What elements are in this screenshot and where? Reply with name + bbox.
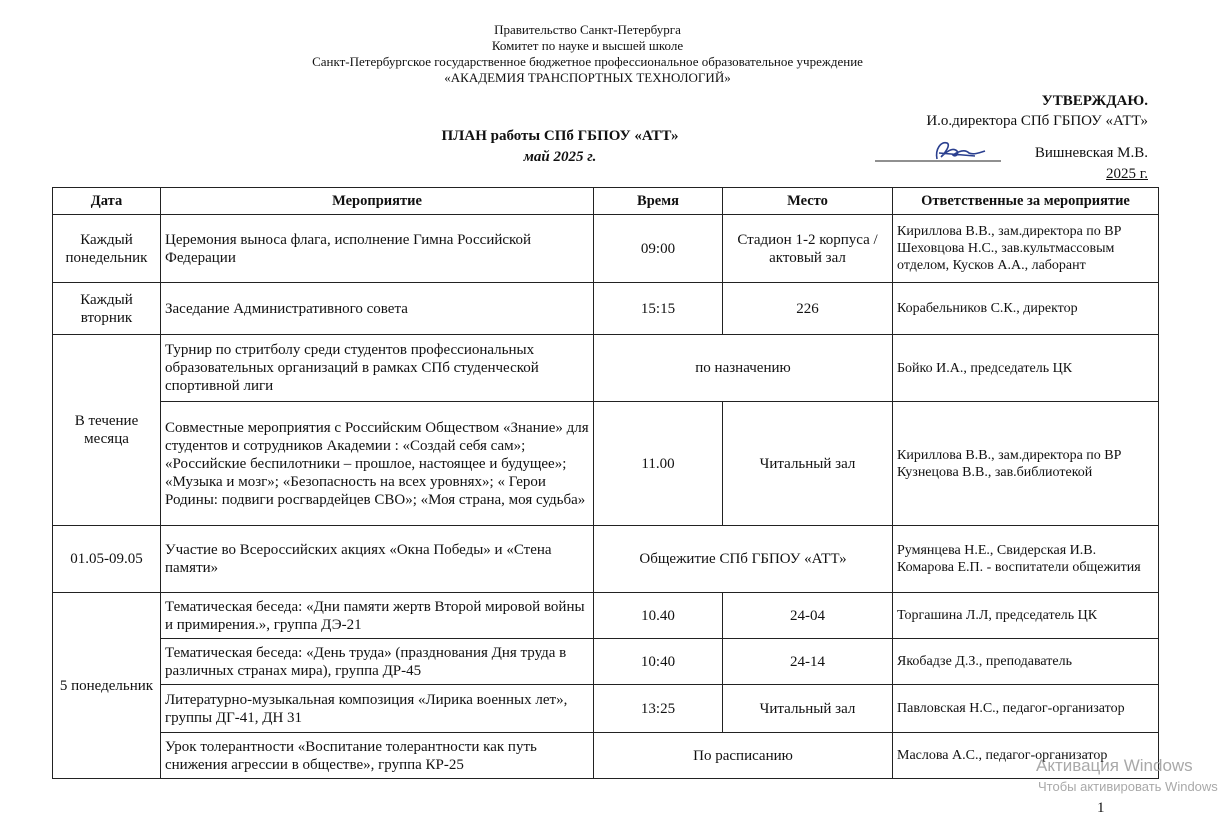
approval-name: Вишневская М.В. (1034, 145, 1148, 161)
approval-date: 2025 г. (1106, 166, 1148, 182)
cell-date: 5 понедельник (53, 593, 161, 779)
cell-time: 09:00 (594, 215, 723, 283)
cell-event: Урок толерантности «Воспитание толерантности как путь снижения агрессии в обществе», группа КР-25 (161, 733, 594, 779)
table-row (53, 733, 1159, 779)
org-line-academy: «АКАДЕМИЯ ТРАНСПОРТНЫХ ТЕХНОЛОГИЙ» (444, 70, 731, 85)
cell-date: 01.05-09.05 (53, 526, 161, 593)
cell-event: Церемония выноса флага, исполнение Гимна Российской Федерации (161, 215, 594, 283)
activation-watermark-title: Активация Windows (1036, 756, 1193, 775)
cell-responsible: Кириллова В.В., зам.директора по ВР Кузнецова В.В., зав.библиотекой (893, 402, 1159, 526)
table-row (53, 402, 1159, 526)
page-number: 1 (1097, 800, 1105, 816)
table-row (53, 215, 1159, 283)
header-time: Время (594, 188, 723, 215)
cell-place: Читальный зал (723, 402, 893, 526)
cell-place: 24-04 (723, 593, 893, 639)
org-line-committee: Комитет по науке и высшей школе (491, 38, 684, 53)
cell-event: Тематическая беседа: «День труда» (празднования Дня труда в различных странах мира), группа ДР-45 (161, 639, 594, 685)
cell-responsible: Павловская Н.С., педагог-организатор (893, 685, 1159, 733)
table-row (53, 639, 1159, 685)
cell-time: 13:25 (594, 685, 723, 733)
table-row (53, 685, 1159, 733)
cell-time-place: по назначению (594, 335, 893, 402)
approval-heading: УТВЕРЖДАЮ. (1041, 93, 1148, 109)
cell-event: Участие во Всероссийских акциях «Окна Победы» и «Стена памяти» (161, 526, 594, 593)
cell-time: 10:40 (594, 639, 723, 685)
cell-time: 15:15 (594, 283, 723, 335)
cell-date: Каждый вторник (53, 283, 161, 335)
signature-icon (875, 137, 1001, 165)
plan-period: май 2025 г. (523, 149, 597, 165)
cell-responsible: Бойко И.А., председатель ЦК (893, 335, 1159, 402)
cell-event: Тематическая беседа: «Дни памяти жертв Второй мировой войны и примирения.», группа ДЭ-21 (161, 593, 594, 639)
cell-date: Каждый понедельник (53, 215, 161, 283)
cell-time-place: Общежитие СПб ГБПОУ «АТТ» (594, 526, 893, 593)
cell-responsible: Корабельников С.К., директор (893, 283, 1159, 335)
cell-place: Читальный зал (723, 685, 893, 733)
table-row (53, 283, 1159, 335)
cell-responsible: Торгашина Л.Л, председатель ЦК (893, 593, 1159, 639)
header-date: Дата (53, 188, 161, 215)
organization-header (0, 22, 1183, 86)
approval-position: И.о.директора СПб ГБПОУ «АТТ» (926, 113, 1148, 129)
cell-time-place: По расписанию (594, 733, 893, 779)
cell-event: Заседание Административного совета (161, 283, 594, 335)
cell-responsible: Якобадзе Д.З., преподаватель (893, 639, 1159, 685)
cell-event: Турнир по стритболу среди студентов профессиональных образовательных организаций в рамках СПб студенческой спортивной лиги (161, 335, 594, 402)
activation-watermark-subtitle: Чтобы активировать Windows (1038, 779, 1218, 794)
cell-time: 11.00 (594, 402, 723, 526)
header-responsible: Ответственные за мероприятие (893, 188, 1159, 215)
cell-responsible: Румянцева Н.Е., Свидерская И.В. Комарова Е.П. - воспитатели общежития (893, 526, 1159, 593)
table-header-row (53, 188, 1159, 215)
cell-time: 10.40 (594, 593, 723, 639)
header-place: Место (723, 188, 893, 215)
plan-table (52, 187, 1159, 779)
cell-place: 24-14 (723, 639, 893, 685)
table-row (53, 526, 1159, 593)
header-event: Мероприятие (161, 188, 594, 215)
cell-responsible: Кириллова В.В., зам.директора по ВР Шеховцова Н.С., зав.культмассовым отделом, Кусков А.А., лаборант (893, 215, 1159, 283)
cell-event: Совместные мероприятия с Российским Обществом «Знание» для студентов и сотрудников Академии : «Создай себя сам»; «Российские беспилотники – прошлое, настоящее и будущее»; «Музыка и мозг»; «Безопасность на всех уровнях»; « Герои Родины: подвиги росгвардейцев СВО»; «Моя страна, моя судьба» (161, 402, 594, 526)
cell-date: В течение месяца (53, 335, 161, 526)
table-row (53, 335, 1159, 402)
cell-place: 226 (723, 283, 893, 335)
cell-responsible: Маслова А.С., педагог-организатор (893, 733, 1159, 779)
org-line-government: Правительство Санкт-Петербурга (494, 22, 681, 37)
org-line-institution: Санкт-Петербургское государственное бюджетное профессиональное образовательное учреждение (312, 54, 863, 69)
plan-title: ПЛАН работы СПб ГБПОУ «АТТ» (441, 128, 679, 144)
cell-place: Стадион 1-2 корпуса / актовый зал (723, 215, 893, 283)
table-row (53, 593, 1159, 639)
cell-event: Литературно-музыкальная композиция «Лирика военных лет», группы ДГ-41, ДН 31 (161, 685, 594, 733)
